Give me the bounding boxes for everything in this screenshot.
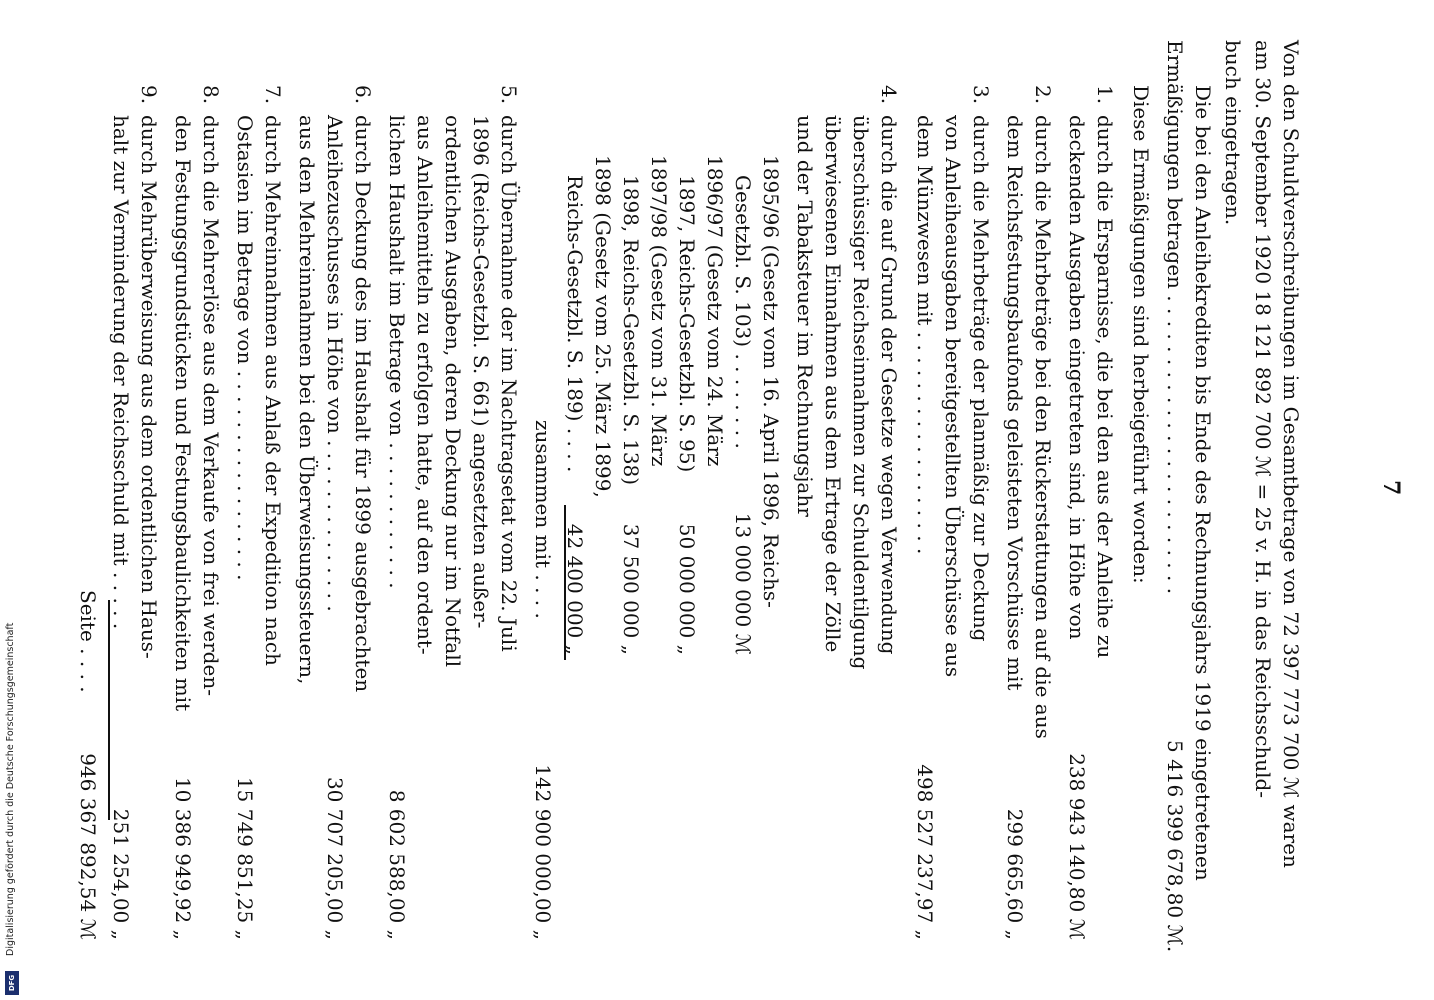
credits-line-1: Die bei den Anleihekrediten bis Ende des Rechnungsjahrs 1919 eingetretenen (1191, 85, 1215, 881)
item-7-line-2: Ostasien im Betrage von . . . . . . . . . . . . . . . . . (233, 115, 257, 581)
credits-amount: 5 416 399 678,80 ℳ. (1163, 740, 1187, 953)
subitem-1-amount: 13 000 000 ℳ (731, 512, 755, 655)
intro-line-3: buch eingetragen. (1221, 40, 1245, 226)
item-6-line-3: aus den Mehreinnahmen bei den Überweisungssteuern, (295, 115, 319, 685)
subtotal-amount: 142 900 000,00 „ (531, 764, 555, 940)
page-total-label: Seite . . . . (76, 590, 100, 693)
dfg-logo (5, 971, 19, 995)
subitem-2-line-1: 1896/97 (Gesetz vom 24. März (703, 155, 727, 467)
item-2-line-2: dem Reichsfestungsbaufonds geleisteten Vorschüsse mit (1003, 115, 1027, 691)
page-number: 7 (1378, 480, 1404, 496)
item-9-line-1: durch Mehrüberweisung aus dem ordentlichen Haus- (137, 115, 161, 659)
item-3-line-3: dem Münzwesen mit . . . . . . . . . . . . . . . . . . (913, 115, 937, 555)
item-9-line-2: halt zur Verminderung der Reichsschuld mit . . . . . (109, 115, 133, 630)
item-9-number: 9. (137, 85, 161, 105)
item-6-amount: 30 707 205,00 „ (323, 776, 347, 940)
item-8-number: 8. (199, 85, 223, 105)
item-3-amount: 498 527 237,97 „ (913, 764, 937, 940)
item-6-line-2: Anleihezuschusses in Höhe von . . . . . . . . . . . . . . (323, 115, 347, 612)
item-5-number: 5. (497, 85, 521, 105)
item-4-line-1: durch die auf Grund der Gesetze wegen Verwendung (877, 115, 901, 655)
item-7-number: 7. (261, 85, 285, 105)
item-9-amount: 251 254,00 „ (109, 808, 133, 940)
item-5-line-1: durch Übernahme der im Nachtragsetat vom 22. Juli (497, 115, 521, 652)
subitem-2-line-2: 1897, Reichs-Gesetzbl. S. 95) (675, 175, 699, 473)
digitization-credit (5, 5, 19, 995)
item-4-line-3: überwiesenen Einnahmen aus dem Ertrage der Zölle (821, 115, 845, 653)
item-6-number: 6. (351, 85, 375, 105)
page-total-amount: 946 367 892,54 ℳ (76, 753, 100, 940)
subitem-4-line-2: Reichs-Gesetzbl. S. 189) . . . . (563, 175, 587, 473)
subtotal-rule (564, 505, 566, 660)
dfg-logo-text: DFG (8, 974, 16, 992)
item-8-line-1: durch die Mehrerlöse aus dem Verkaufe von frei werden- (199, 115, 223, 696)
subitem-3-amount: 37 500 000 „ (619, 523, 643, 655)
item-5-amount: 8 602 588,00 „ (385, 789, 409, 940)
item-7-line-1: durch Mehreinnahmen aus Anlaß der Expedition nach (261, 115, 285, 666)
subitem-1-line-1: 1895/96 (Gesetz vom 16. April 1896, Reichs- (759, 155, 783, 608)
credit-text: Digitalisierung gefördert durch die Deutsche Forschungsgemeinschaft (5, 622, 16, 956)
item-5-line-2: 1896 (Reichs-Gesetzbl. S. 661) angesetzten außer- (469, 115, 493, 629)
item-2-amount: 299 665,60 „ (1003, 808, 1027, 940)
item-8-line-2: den Festungsgrundstücken und Festungsbaulichkeiten mit (171, 115, 195, 712)
item-4-number: 4. (877, 85, 901, 105)
item-5-line-4: aus Anleihemitteln zu erfolgen hatte, auf den ordent- (413, 115, 437, 655)
item-2-line-1: durch die Mehrbeträge bei den Rückerstattungen auf die aus (1031, 115, 1055, 739)
subitem-4-amount: 42 400 000 „ (563, 523, 587, 655)
item-3-line-1: durch die Mehrbeträge der planmäßig zur Deckung (969, 115, 993, 642)
total-rule (108, 600, 110, 820)
item-5-line-3: ordentlichen Ausgaben, deren Deckung nur im Notfall (441, 115, 465, 668)
item-1-line-2: deckenden Ausgaben eingetreten sind, in Höhe von (1065, 115, 1089, 640)
causes-heading: Diese Ermäßigungen sind herbeigeführt worden: (1129, 85, 1153, 584)
intro-line-1: Von den Schuldverschreibungen im Gesamtbetrage von 72 397 773 700 ℳ waren (1279, 40, 1303, 868)
subitem-3-line-2: 1898, Reichs-Gesetzbl. S. 138) (619, 175, 643, 486)
credits-line-2: Ermäßigungen betragen . . . . . . . . . . . . . . . . . . . . . . . . (1163, 40, 1187, 595)
item-5-line-5: lichen Haushalt im Betrage von . . . . . . . . . . . . (385, 115, 409, 589)
item-4-line-2: überschüssiger Reichseinnahmen zur Schuldentilgung (849, 115, 873, 670)
item-1-line-1: durch die Ersparnisse, die bei den aus der Anleihe zu (1093, 115, 1117, 659)
subtotal-label: zusammen mit . . . . (531, 420, 555, 619)
subitem-2-amount: 50 000 000 „ (675, 523, 699, 655)
subitem-3-line-1: 1897/98 (Gesetz vom 31. März (647, 155, 671, 467)
subitem-4-line-1: 1898 (Gesetz vom 25. März 1899, (591, 155, 615, 498)
item-3-line-2: von Anleiheausgaben bereitgestellten Überschüsse aus (941, 115, 965, 678)
item-1-amount: 238 943 140,80 ℳ (1065, 753, 1089, 940)
subitem-1-line-2: Gesetzbl. S. 103) . . . . . . . . (731, 175, 755, 449)
item-2-number: 2. (1031, 85, 1055, 105)
item-8-amount: 10 386 949,92 „ (171, 776, 195, 940)
item-1-number: 1. (1093, 85, 1117, 105)
intro-line-2: am 30. September 1920 18 121 892 700 ℳ = 25 v. H. in das Reichsschuld- (1251, 40, 1275, 799)
item-6-line-1: durch Deckung des im Haushalt für 1899 ausgebrachten (351, 115, 375, 693)
item-7-amount: 15 749 851,25 „ (233, 776, 257, 940)
item-4-line-4: und der Tabaksteuer im Rechnungsjahr (793, 115, 817, 517)
item-3-number: 3. (969, 85, 993, 105)
